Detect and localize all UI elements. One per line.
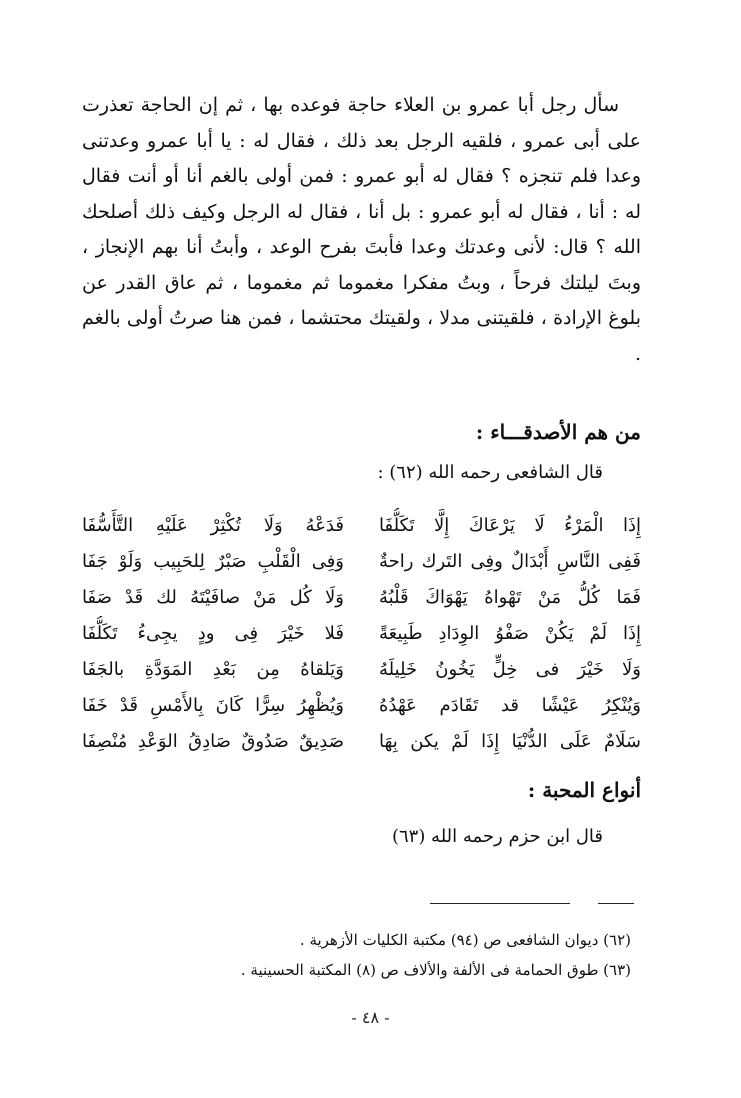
poem-verse [82, 724, 641, 760]
verse-first-hemistich: فَفِى النَّاسِ أَبْدَالٌ وفِى التَرك راحةٌ [379, 551, 641, 572]
footnote: (٦٣) طوق الحمامة فى الألفة والألاف ص (٨) المكتبة الحسينية . [240, 961, 631, 979]
verse-second-hemistich: وَلَا كُل مَنْ صافَيْتَهُ لك قَدْ صَفَا [82, 587, 344, 608]
verse-first-hemistich: إِذَا لَمْ يَكُنْ صَفْوُ الوِدَادِ طَبِيعَةً [379, 623, 641, 644]
poem-verse [82, 652, 641, 688]
verse-second-hemistich: وَفِى الْقَلْبِ صَبْرٌ لِلحَبِيب وَلَوْ جَفَا [82, 551, 344, 572]
poem-verse [82, 688, 641, 724]
verse-second-hemistich: صَدِيقٌ صَدُوقٌ صَادِقُ الوَعْدِ مُنْصِفَا [82, 731, 344, 752]
poem-verse [82, 508, 641, 544]
poem-verse [82, 544, 641, 580]
attribution-ibn-hazm: قال ابن حزم رحمه الله (٦٣) [391, 826, 603, 847]
section-heading-friends: من هم الأصدقـــاء : [475, 420, 641, 444]
footnote-divider-short [598, 903, 634, 904]
verse-second-hemistich: فَلا خَيْرَ فِى ودٍ يجِىءُ تَكَلُّفَا [82, 623, 344, 644]
section-heading-love-types: أنواع المحبة : [527, 778, 641, 802]
verse-first-hemistich: إِذَا الْمَرْءُ لَا يَرْعَاكَ إِلَّا تَكَلُّفَا [379, 515, 641, 536]
verse-second-hemistich: فَدَعْهُ وَلَا تُكْثِرْ عَلَيْهِ التَّأَسُّفَا [82, 515, 344, 536]
anecdote-paragraph [82, 88, 641, 372]
footnotes [82, 925, 631, 985]
footnote: (٦٢) ديوان الشافعى ص (٩٤) مكتبة الكليات الأزهرية . [299, 931, 631, 949]
verse-first-hemistich: وَيُنْكِرُ عَيْشًا قد تَقَادَم عَهْدُهُ [379, 695, 641, 716]
page-number: - ٤٨ - [351, 1008, 390, 1027]
poem-verse [82, 616, 641, 652]
verse-second-hemistich: وَيَلقاهُ مِن بَعْدِ المَوَدَّةِ بالجَفَا [82, 659, 344, 680]
poem [82, 508, 641, 760]
attribution-shafii: قال الشافعى رحمه الله (٦٢) : [377, 462, 603, 483]
poem-verse [82, 580, 641, 616]
verse-first-hemistich: فَمَا كُلُّ مَنْ تَهْواهُ يَهْوَاكَ قَلْبُهُ [379, 587, 641, 608]
verse-first-hemistich: سَلَامٌ عَلَى الدُّنْيَا إِذَا لَمْ يكن بِهَا [379, 731, 641, 752]
anecdote-text: سأل رجل أبا عمرو بن العلاء حاجة فوعده بها ، ثم إن الحاجة تعذرت على أبى عمرو ، فلقيه الرجل بعد ذلك ، فقال له : يا أبا عمرو وعدتنى وعدا فلم تنجزه ؟ فقال له أبو عمرو : فمن أولى بالغم أنا أو أنت فقال له : أنا ، فقال له أبو عمرو : بل أنا ، فقال له الرجل وكيف ذلك أصلحك الله ؟ قال: لأنى وعدتك وعدا فأبتَ بفرح الوعد ، وأبتُ أنا بهم الإنجاز ، وبتَ ليلتك فرحاً ، وبتُ مفكرا مغموما ثم مغموما ، ثم عاق القدر عن بلوغ الإرادة ، فلقيتنى مدلا ، ولقيتك محتشما ، فمن هنا صرتُ أولى بالغم . [82, 94, 641, 365]
verse-second-hemistich: وَيُظْهِرُ سِرًّا كَانَ بِالأَمْسِ قَدْ خَفَا [82, 695, 344, 716]
footnote-divider [430, 903, 570, 904]
verse-first-hemistich: وَلَا خَيْرَ فى خِلٍّ يَخُونُ خَلِيلَهُ [379, 659, 641, 680]
